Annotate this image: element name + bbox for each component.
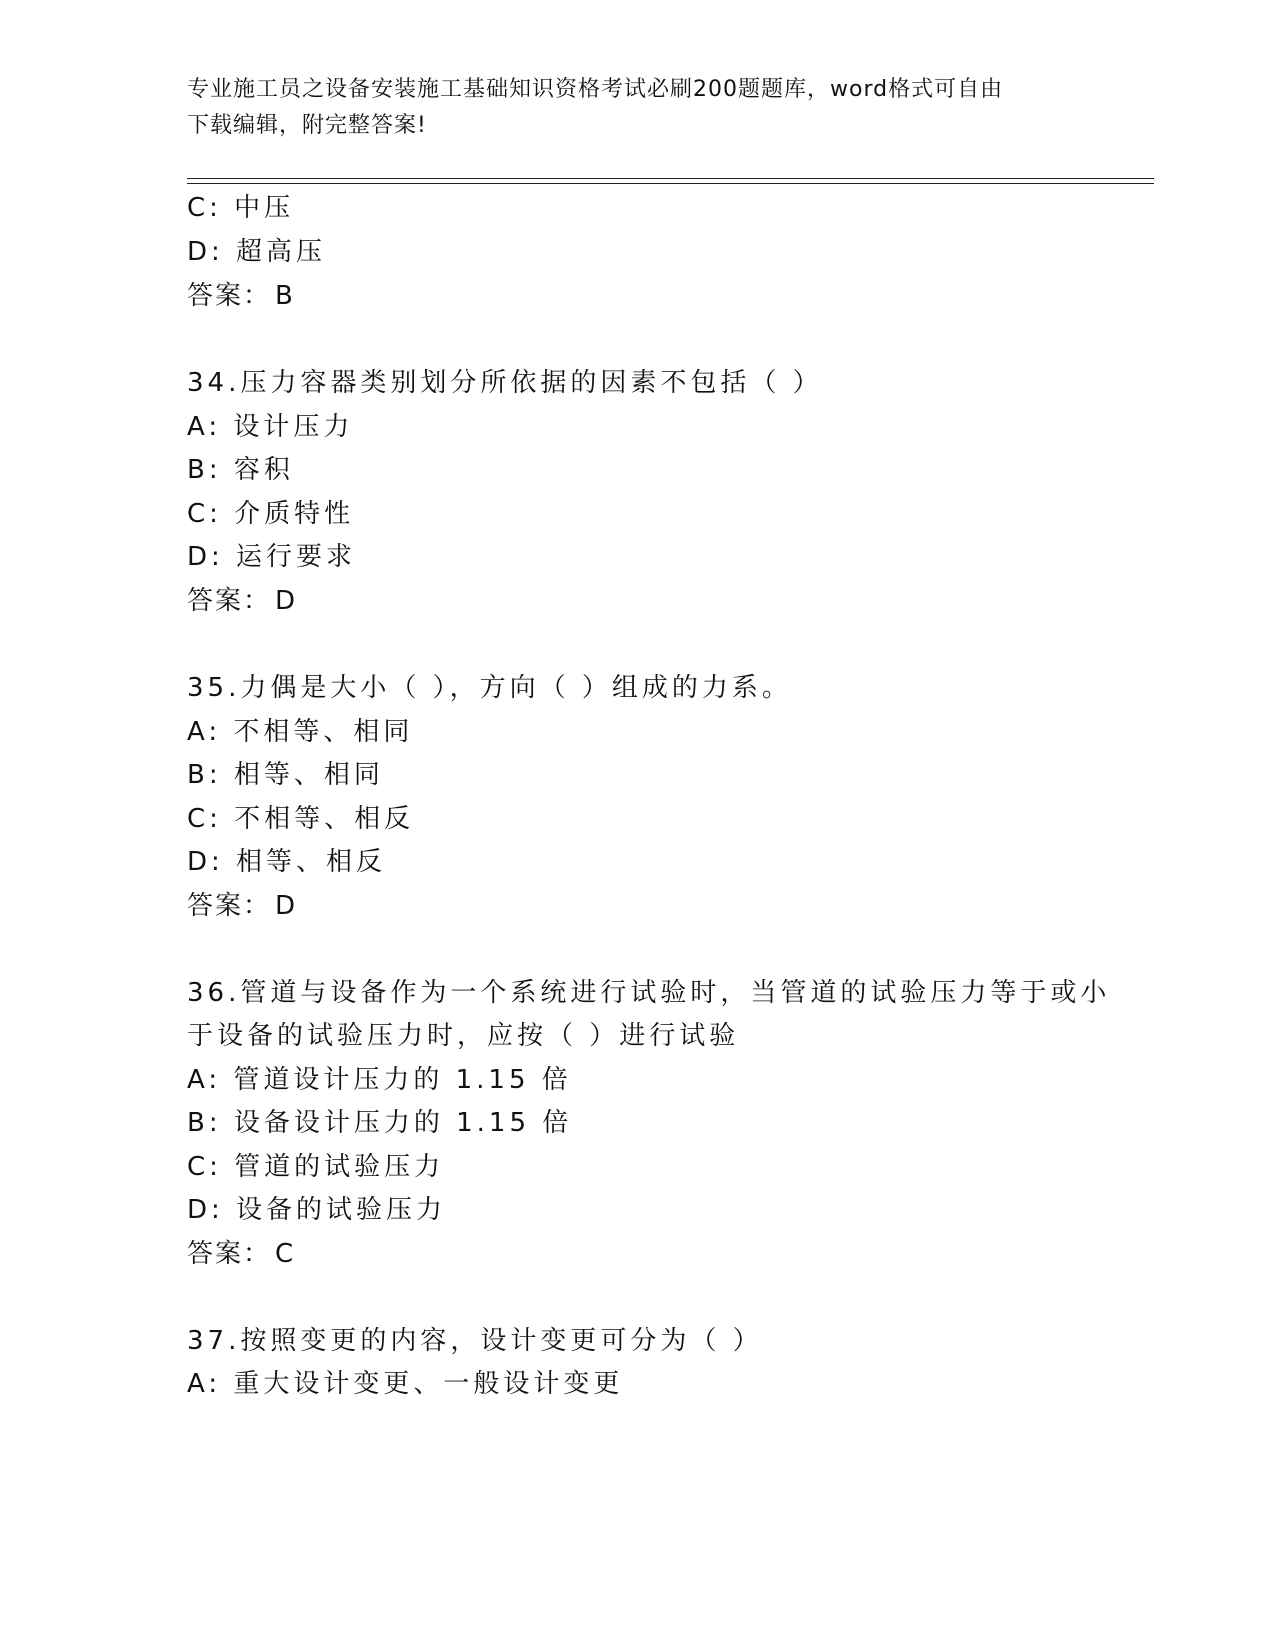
header-title-line-2: 下载编辑，附完整答案! — [187, 113, 427, 138]
q35-option-a: A: 不相等、相同 — [187, 717, 414, 747]
q36-answer — [187, 1237, 294, 1271]
answer-label: 答案： — [187, 891, 272, 921]
q35-option-d: D: 相等、相反 — [187, 847, 387, 877]
q35-answer — [187, 889, 296, 923]
q36-option-c: C: 管道的试验压力 — [187, 1152, 445, 1182]
q33-option-c: C: 中压 — [187, 193, 295, 223]
q36-option-b: B: 设备设计压力的 1.15 倍 — [187, 1108, 573, 1138]
answer-label: 答案： — [187, 1239, 272, 1269]
header-title-line-1: 专业施工员之设备安装施工基础知识资格考试必刷200题题库，word格式可自由 — [187, 77, 1004, 102]
q34-option-c: C: 介质特性 — [187, 499, 355, 529]
q33-answer — [187, 279, 294, 313]
answer-value: D — [275, 891, 297, 921]
q35-option-b: B: 相等、相同 — [187, 760, 384, 790]
q36-stem-line-2: 于设备的试验压力时，应按（ ）进行试验 — [187, 1021, 740, 1051]
answer-value: C — [275, 1239, 295, 1269]
answer-label: 答案： — [187, 586, 272, 616]
q34-stem: 34.压力容器类别划分所依据的因素不包括（ ） — [187, 368, 823, 398]
q37-option-a: A: 重大设计变更、一般设计变更 — [187, 1369, 624, 1399]
answer-label: 答案： — [187, 281, 272, 311]
q34-option-a: A: 设计压力 — [187, 412, 354, 442]
q34-option-d: D: 运行要求 — [187, 542, 357, 572]
q35-stem: 35.力偶是大小（ ），方向（ ）组成的力系。 — [187, 673, 792, 703]
answer-value: B — [275, 281, 294, 311]
q34-answer — [187, 584, 296, 618]
q36-option-d: D: 设备的试验压力 — [187, 1195, 447, 1225]
q37-stem: 37.按照变更的内容，设计变更可分为（ ） — [187, 1326, 763, 1356]
header-divider-bottom — [187, 183, 1154, 184]
header-divider-top — [187, 178, 1154, 179]
q35-option-c: C: 不相等、相反 — [187, 804, 415, 834]
answer-value: D — [275, 586, 297, 616]
document-header — [187, 72, 1067, 144]
q36-stem-line-1: 36.管道与设备作为一个系统进行试验时，当管道的试验压力等于或小 — [187, 978, 1111, 1008]
q34-option-b: B: 容积 — [187, 455, 294, 485]
q33-option-d: D: 超高压 — [187, 237, 327, 267]
q36-option-a: A: 管道设计压力的 1.15 倍 — [187, 1065, 572, 1095]
